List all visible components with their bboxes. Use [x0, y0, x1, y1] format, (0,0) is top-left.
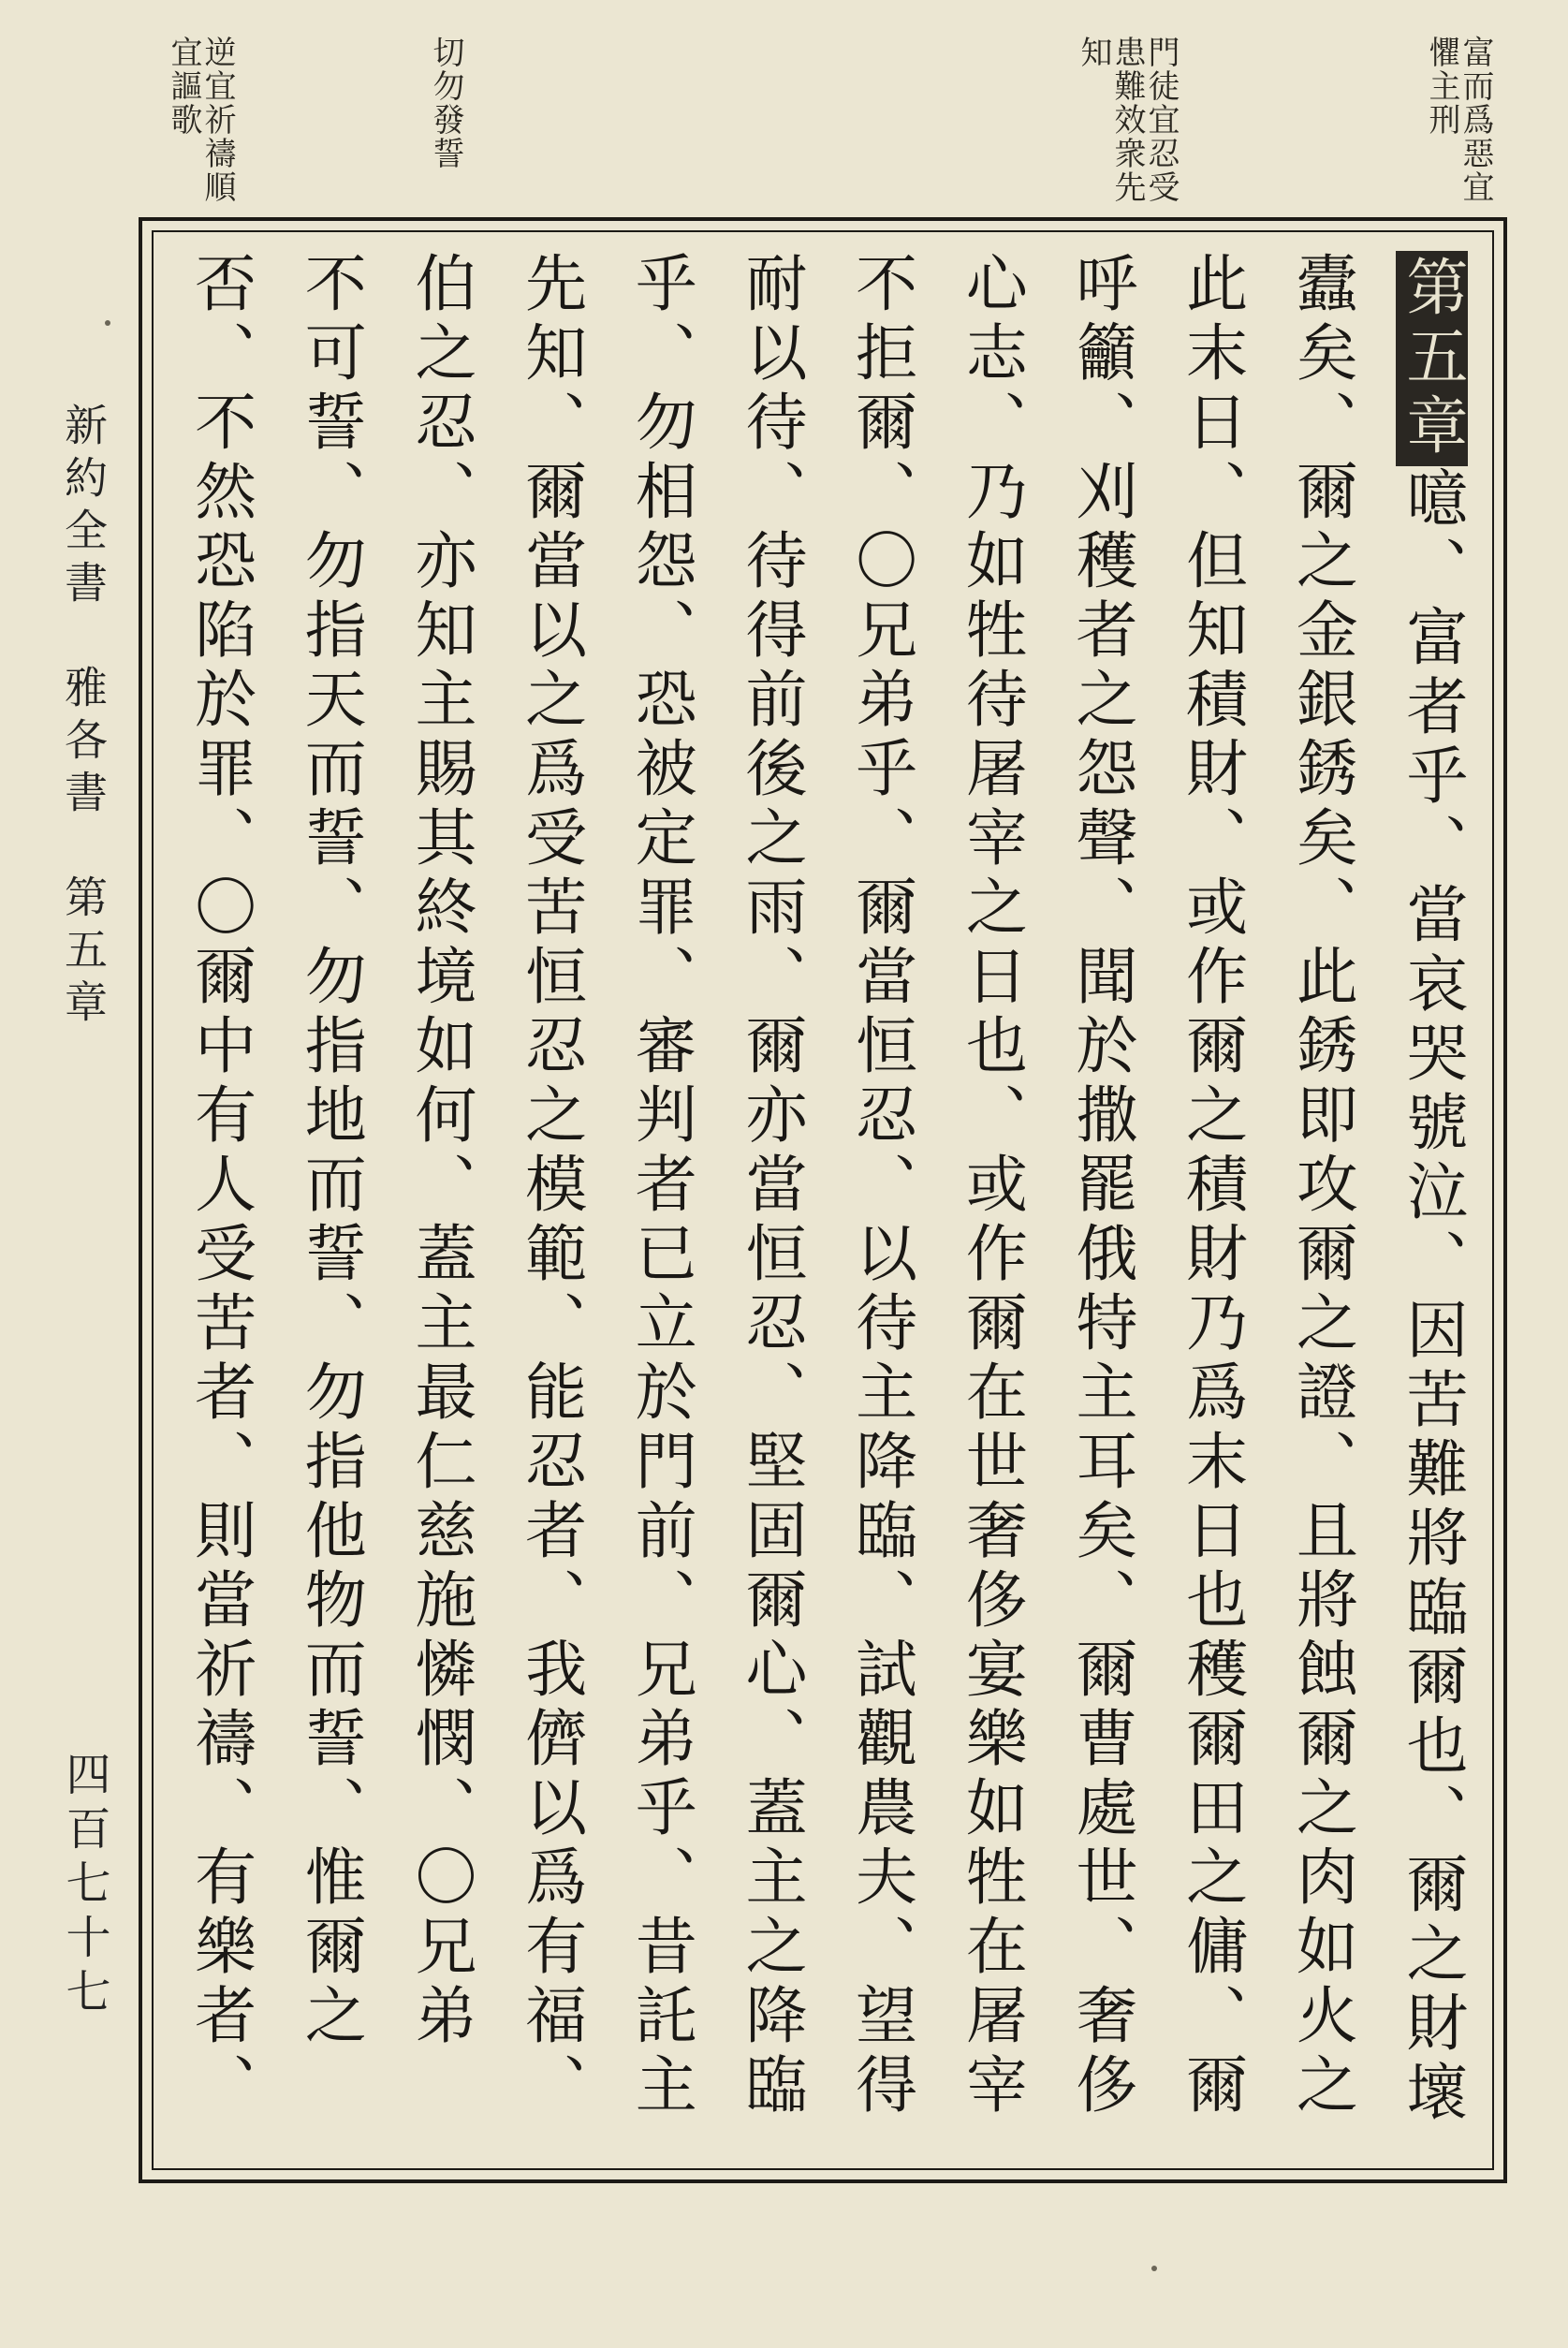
- text-column-9: 先知、爾當以之爲受苦恒忍之模範、能忍者、我儕以爲有福、: [514, 251, 587, 2121]
- page-number: 四百七十七: [58, 1751, 110, 2022]
- text-column-12: 否、不然恐陷於罪、〇爾中有人受苦者、則當祈禱、有樂者、: [183, 251, 256, 2121]
- text-column-7: 耐以待、待得前後之雨、爾亦當恒忍、堅固爾心、蓋主之降臨: [734, 251, 807, 2121]
- text-column-5: 心志、乃如牲待屠宰之日也、或作爾在世奢侈宴樂如牲在屠宰: [955, 251, 1028, 2121]
- chapter-heading: 第五章: [1396, 251, 1468, 466]
- margin-note-2: 門徒宜忍受患難效衆先知: [1075, 36, 1180, 204]
- running-header: 新約全書 雅各書 第五章: [58, 403, 109, 1032]
- text-column-11: 不可誓、勿指天而誓、勿指地而誓、勿指他物而誓、惟爾之: [294, 251, 367, 2052]
- text-column-3: 此末日、但知積財、或作爾之積財乃爲末日也穫爾田之傭、爾: [1175, 251, 1248, 2121]
- paper-speck: [1151, 2266, 1157, 2271]
- paper-speck: [105, 320, 110, 326]
- text-column-4: 呼籲、刈穫者之怨聲、聞於撒罷俄特主耳矣、爾曹處世、奢侈: [1064, 251, 1137, 2121]
- text-column-8: 乎、勿相怨、恐被定罪、審判者已立於門前、兄弟乎、昔託主: [624, 251, 697, 2121]
- text-column-2: 蠹矣、爾之金銀銹矣、此銹即攻爾之證、且將蝕爾之肉如火之: [1285, 251, 1358, 2121]
- margin-note-1: 富而爲惡宜懼主刑: [1423, 36, 1494, 204]
- text-column-6: 不拒爾、〇兄弟乎、爾當恒忍、以待主降臨、試觀農夫、望得: [844, 251, 917, 2121]
- text-column-10: 伯之忍、亦知主賜其終境如何、蓋主最仁慈施憐憫、〇兄弟: [403, 251, 476, 2052]
- text-column-1: [1378, 251, 1488, 2161]
- top-margin-notes: [140, 36, 1507, 223]
- chapter-body: [167, 251, 1488, 2161]
- margin-note-4: 逆宜祈禱順宜謳歌: [165, 36, 236, 204]
- column-1-rest: 噫、富者乎、當哀哭號泣、因苦難將臨爾也、爾之財壞: [1396, 466, 1468, 2129]
- margin-note-3: 切勿發誓: [427, 36, 464, 170]
